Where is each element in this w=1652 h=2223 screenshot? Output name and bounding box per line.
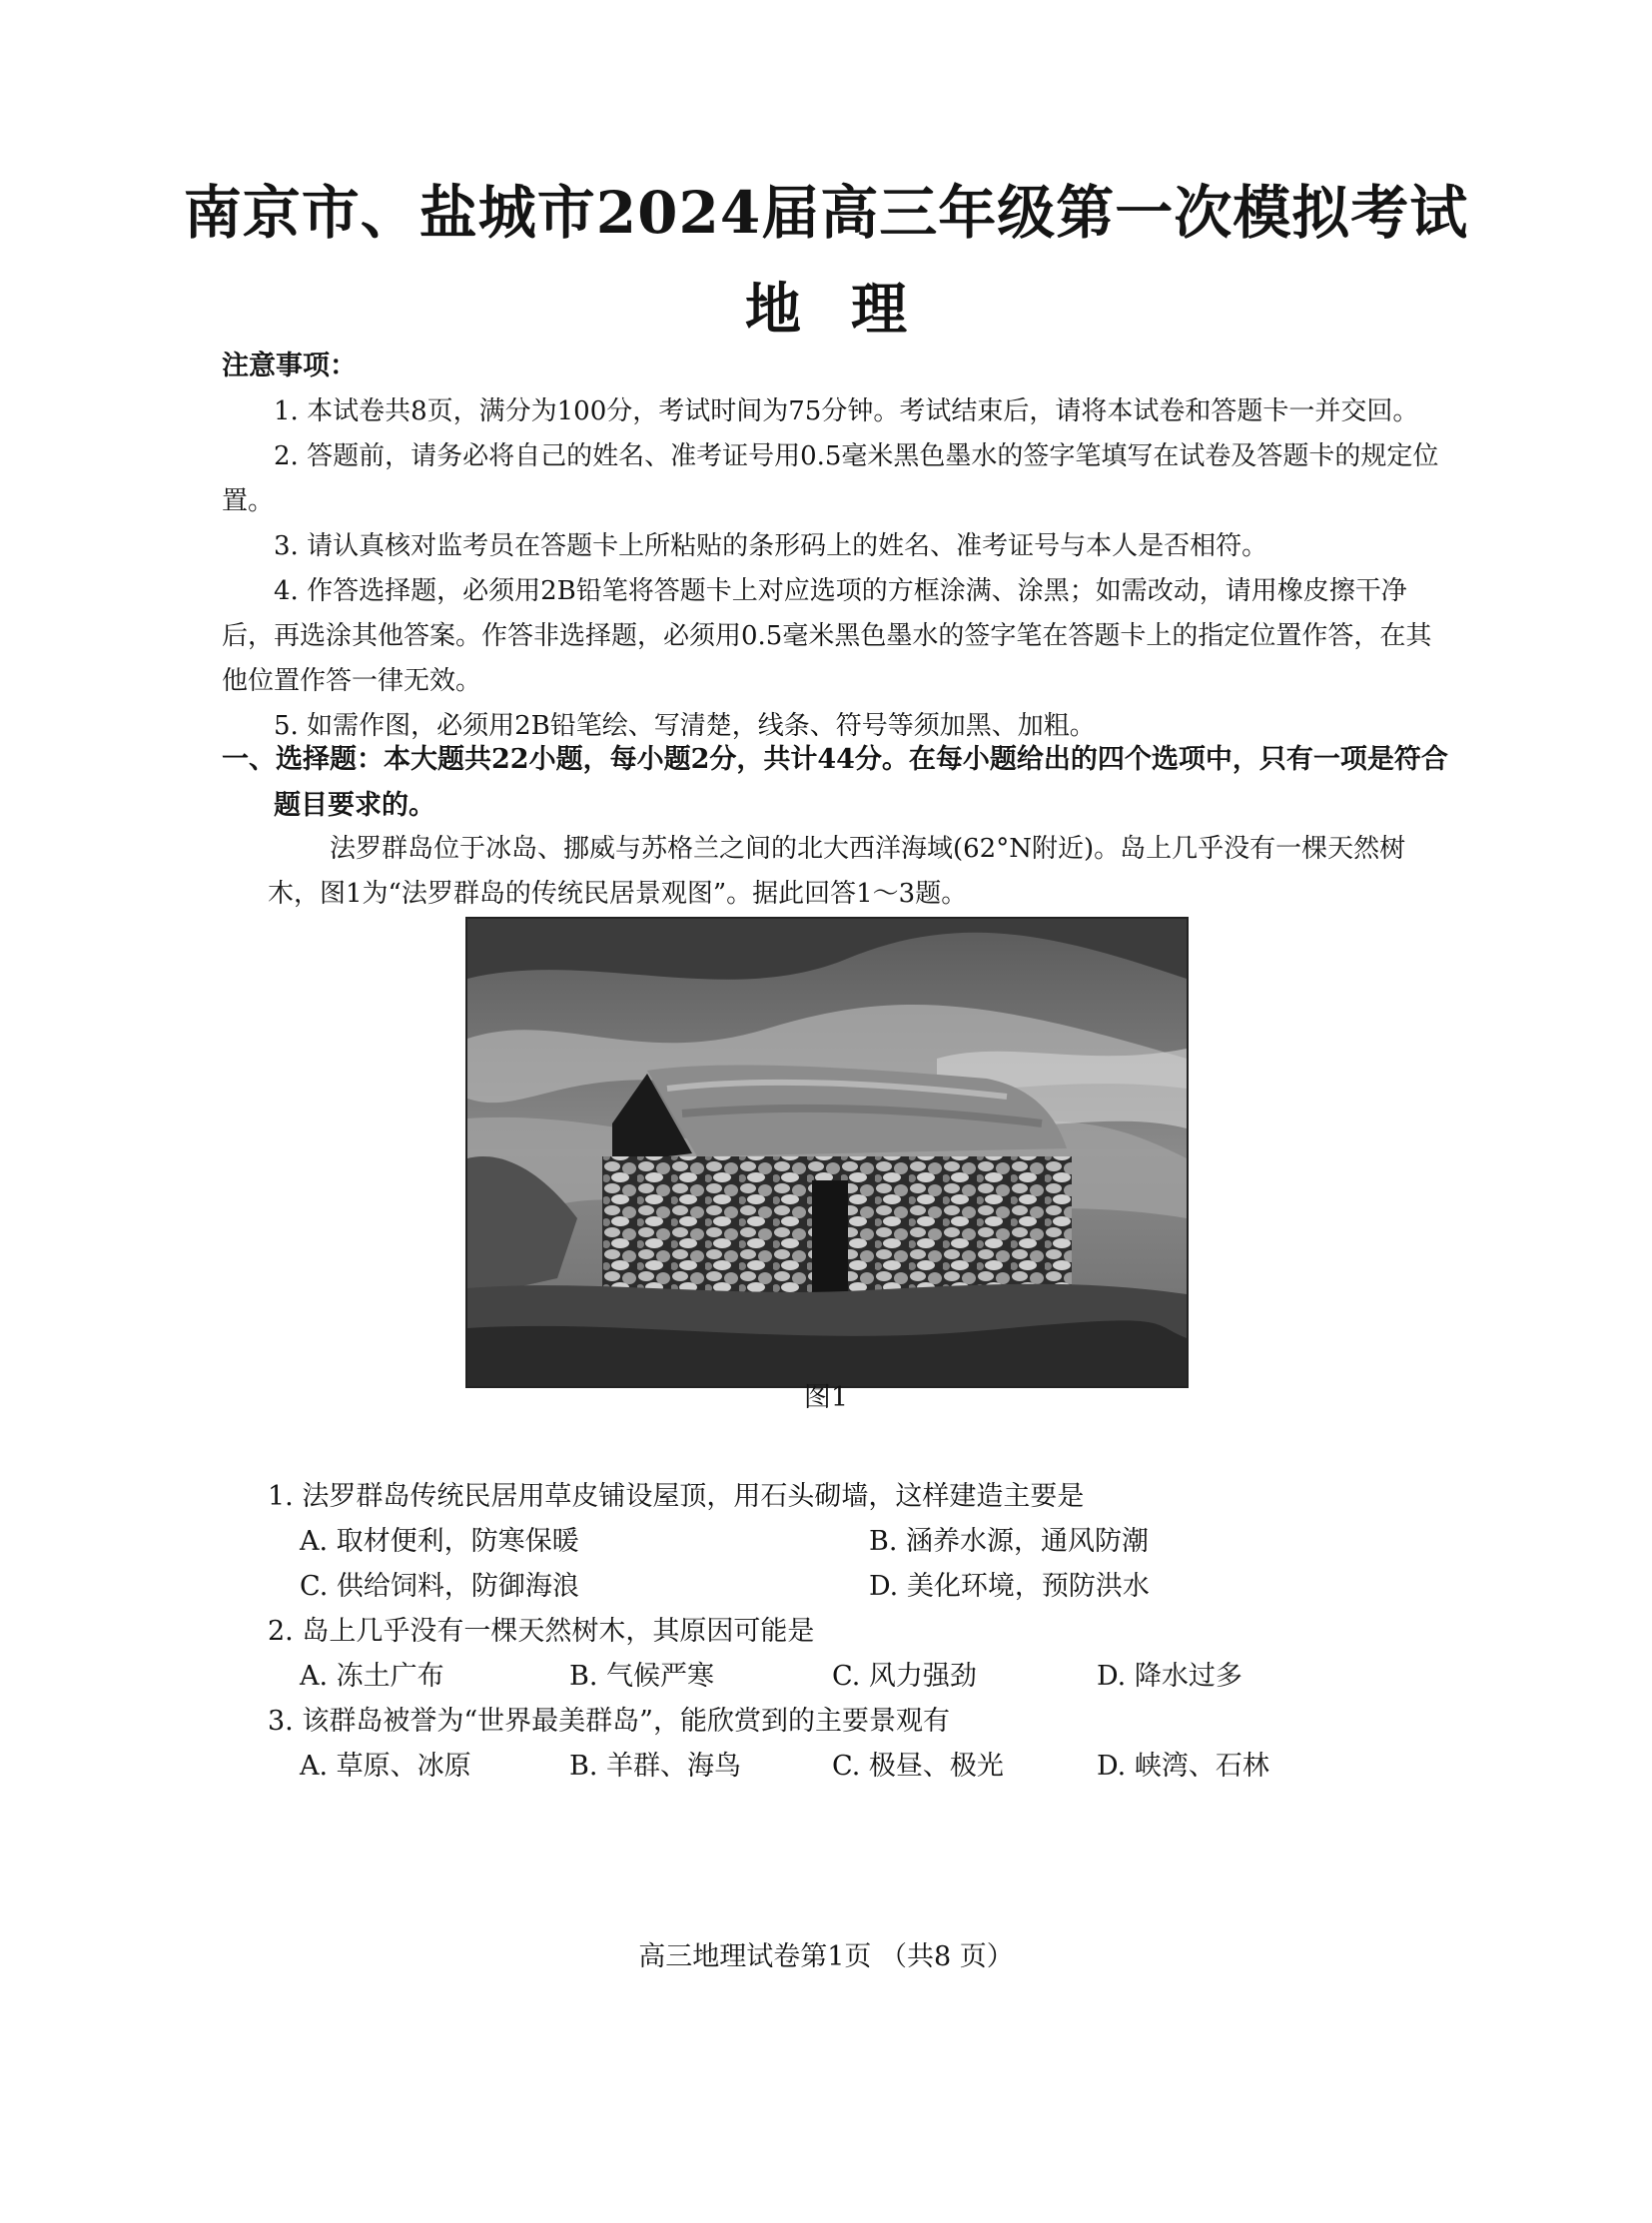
question-2-option-c: C. 风力强劲 (832, 1661, 977, 1692)
notices-heading: 注意事项： (222, 351, 357, 381)
question-1-option-c: C. 供给饲料，防御海浪 (300, 1571, 579, 1602)
question-2-options (268, 1654, 1446, 1699)
notice-item: 4. 作答选择题，必须用2B铅笔将答题卡上对应选项的方框涂满、涂黑；如需改动，请用橡皮擦干净后，再选涂其他答案。作答非选择题，必须用0.5毫米黑色墨水的签字笔在答题卡上的指定位置作答，在其他位置作答一律无效。 (222, 576, 1432, 696)
section-intro: 法罗群岛位于冰岛、挪威与苏格兰之间的北大西洋海域(62°N附近)。岛上几乎没有一棵天然树木，图1为“法罗群岛的传统民居景观图”。据此回答1～3题。 (268, 834, 1406, 909)
exam-title: 南京市、盐城市2024届高三年级第一次模拟考试 (183, 179, 1469, 247)
notice-item: 5. 如需作图，必须用2B铅笔绘、写清楚，线条、符号等须加黑、加粗。 (274, 711, 1096, 741)
section-heading: 一、选择题：本大题共22小题，每小题2分，共计44分。在每小题给出的四个选项中，只有一项是符合题目要求的。 (222, 744, 1448, 821)
exam-subject: 地理 (745, 277, 957, 343)
question-3-option-b: B. 羊群、海鸟 (569, 1751, 742, 1782)
question-1-option-d: D. 美化环境，预防洪水 (869, 1571, 1150, 1602)
question-3-option-c: C. 极昼、极光 (832, 1751, 1004, 1782)
question-3-option-d: D. 峡湾、石林 (1097, 1751, 1269, 1782)
question-1-option-b: B. 涵养水源，通风防潮 (869, 1526, 1150, 1557)
notice-item: 3. 请认真核对监考员在答题卡上所粘贴的条形码上的姓名、准考证号与本人是否相符。 (274, 531, 1268, 561)
question-2-option-d: D. 降水过多 (1097, 1661, 1242, 1692)
question-1-option-a: A. 取材便利，防寒保暖 (300, 1526, 579, 1557)
question-2-stem: 2. 岛上几乎没有一棵天然树木，其原因可能是 (268, 1616, 815, 1647)
question-2-option-a: A. 冻土广布 (300, 1661, 444, 1692)
figure-caption: 图1 (803, 1382, 849, 1413)
notice-item: 1. 本试卷共8页，满分为100分，考试时间为75分钟。考试结束后，请将本试卷和答题卡一并交回。 (274, 396, 1419, 426)
question-1-options-row-1 (268, 1519, 1446, 1564)
question-3-option-a: A. 草原、冰原 (300, 1751, 471, 1782)
question-3-options (268, 1744, 1446, 1789)
page-footer: 高三地理试卷第1页 （共8 页） (638, 1941, 1014, 1972)
question-1-stem: 1. 法罗群岛传统民居用草皮铺设屋顶，用石头砌墙，这样建造主要是 (268, 1481, 1085, 1512)
question-list (268, 1474, 1446, 1789)
question-3-stem: 3. 该群岛被誉为“世界最美群岛”，能欣赏到的主要景观有 (268, 1706, 950, 1737)
notice-item: 2. 答题前，请务必将自己的姓名、准考证号用0.5毫米黑色墨水的签字笔填写在试卷及答题卡的规定位置。 (222, 441, 1439, 516)
question-1-options-row-2 (268, 1564, 1446, 1609)
notices-list (222, 389, 1448, 749)
question-2-option-b: B. 气候严寒 (569, 1661, 715, 1692)
figure-1-photo (465, 917, 1189, 1388)
